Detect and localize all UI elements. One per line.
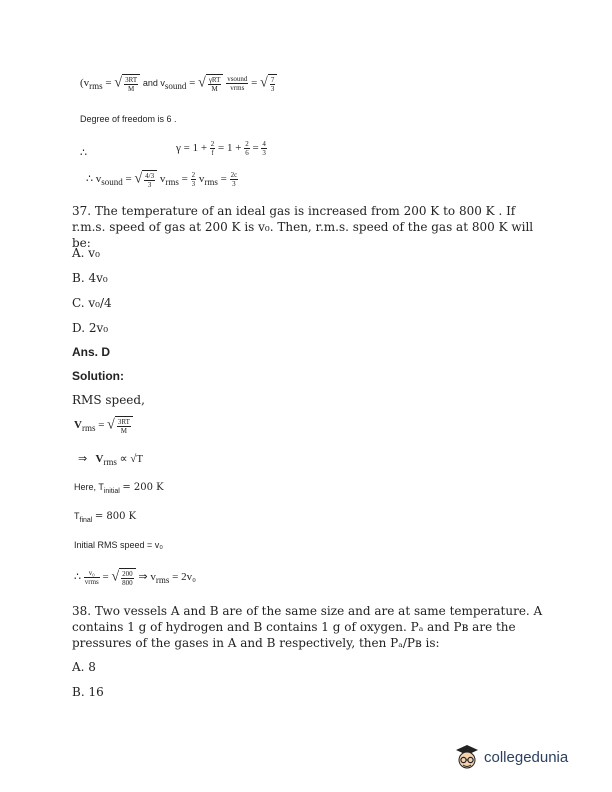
vrms-vsound-equation: ($v_{rms}$ = √ $\frac{3RT}{M}$ and $v_{sound}$ = √ $\frac{\text{γRT}}{M}$ $\frac{\text{vsound}}{\text{vrms}}$ = √ $\frac{7}{3}$: [80, 74, 277, 93]
rms-speed-label: RMS speed,: [72, 393, 145, 407]
q37-answer: Ans. D: [72, 345, 111, 359]
q37-option-c: C. v₀/4: [72, 296, 112, 310]
gamma-equation: γ = 1 + $\frac{2}{f}$ = 1 + $\frac{2}{6}$ = $\frac{4}{3}$: [176, 140, 266, 157]
therefore-symbol: ∴: [80, 147, 87, 159]
collegedunia-logo: [452, 742, 568, 772]
question-37: 37. The temperature of an ideal gas is increased from 200 K to 800 K . If r.m.s. speed of gas at 200 K is v₀. Then, r.m.s. speed of the gas at 800 K will be:: [72, 204, 534, 250]
question-38: 38. Two vessels A and B are of the same size and are at same temperature. A contains 1 g of hydrogen and B contains 1 g of oxygen. Pₐ and Pʙ are the pressures of the gases in A and B respectively, then Pₐ/Pʙ is:: [72, 604, 543, 650]
logo-text: collegedunia: [484, 748, 569, 766]
proportionality: ⇒ $V_{rms} \propto √T$: [78, 453, 144, 468]
vrms-formula: $V_{rms}$ = √ $\frac{3RT}{M}$: [74, 416, 133, 435]
q37-option-b: B. 4v₀: [72, 271, 108, 285]
initial-temperature: Here, $T_{initial} = 200$ K: [74, 482, 164, 495]
graduate-mascot-icon: [452, 742, 482, 772]
rms-ratio-equation: ∴ $\frac{\text{v₀}}{\text{vrms}}$ = √ $\frac{200}{800}$ ⇒ $v_{rms} = 2v_0$: [74, 569, 196, 587]
q38-option-b: B. 16: [72, 685, 104, 699]
q38-option-a: A. 8: [72, 660, 96, 674]
q37-option-d: D. 2v₀: [72, 321, 109, 335]
vsound-equation: ∴ $v_{sound}$ = √ $\frac{4/3}{3}$ $v_{rms}$ = $\frac{2}{3}$ $v_{rms}$ = $\frac{2c}{3}$: [86, 171, 238, 189]
initial-rms-speed: Initial RMS speed = v₀: [74, 540, 164, 550]
degree-of-freedom-text: Degree of freedom is 6 .: [80, 114, 177, 124]
q37-option-a: A. v₀: [72, 246, 100, 260]
q37-solution-label: Solution:: [72, 369, 124, 383]
final-temperature: $T_{final} = 800$ K: [74, 511, 137, 524]
